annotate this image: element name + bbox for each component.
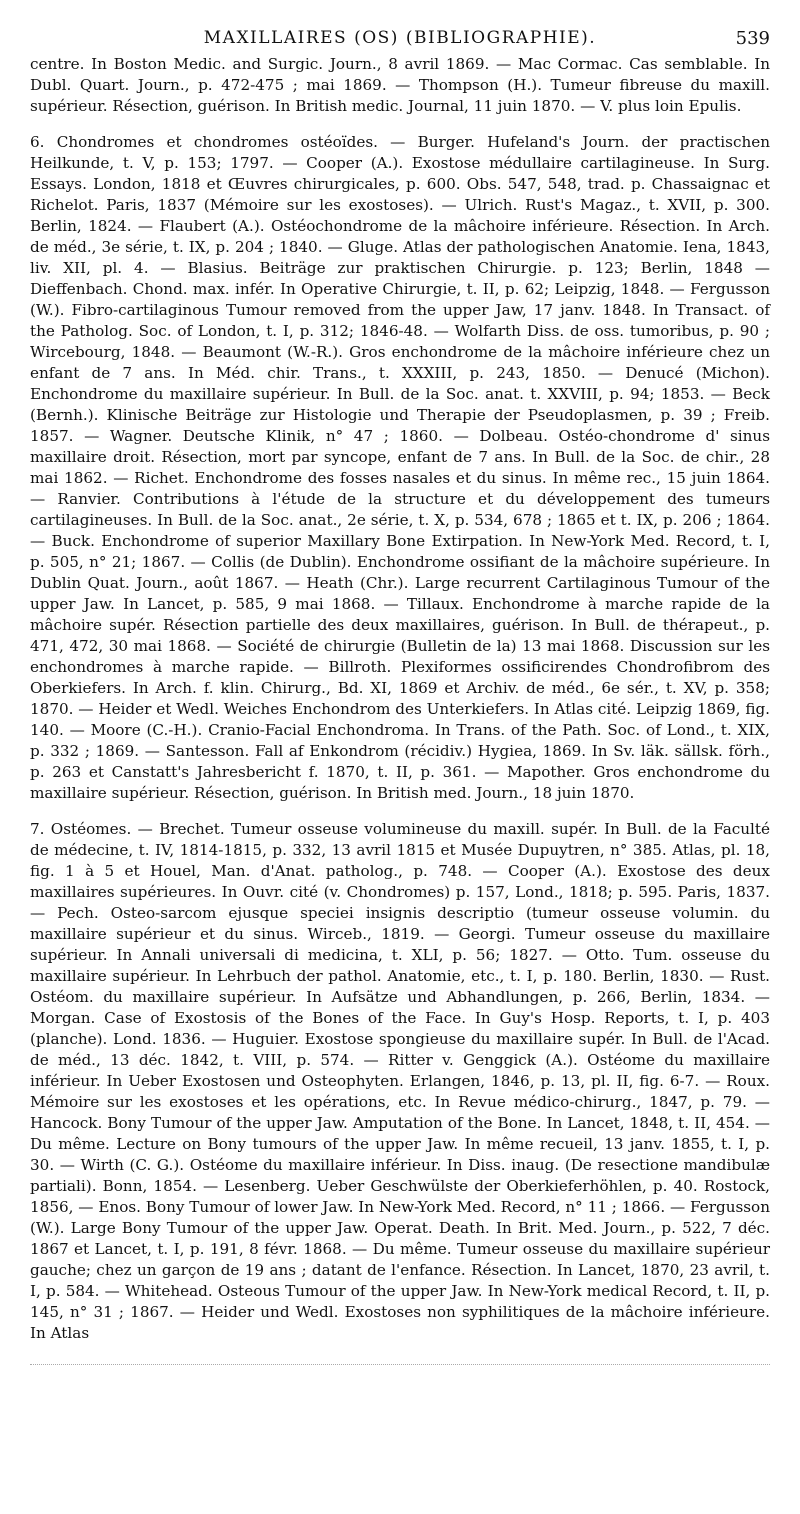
document-page (30, 28, 770, 1365)
bibliography-chondromes (30, 132, 770, 804)
running-title: MAXILLAIRES (OS) (BIBLIOGRAPHIE). (203, 28, 597, 48)
page-header (30, 28, 770, 54)
bibliography-osteomes (30, 819, 770, 1344)
paragraph-osteomes: 7. Ostéomes. — Brechet. Tumeur osseuse volumineuse du maxill. supér. In Bull. de la Faculté de médecine, t. IV, 1814-1815, p. 332, 13 avril 1815 et Musée Dupuytren, n° 385. Atlas, pl. 18, fig. 1 à 5 et Houel, Man. d'Anat. patholog., p. 748. — Cooper (A.). Exostose des deux maxillaires supérieures. In Ouvr. cité (v. Chondromes) p. 157, Lond., 1818; p. 595. Paris, 1837. — Pech. Osteo-sarcom ejusque speciei insignis descriptio (tumeur osseuse volumin. du maxillaire supérieur et du sinus. Wirceb., 1819. — Georgi. Tumeur osseuse du maxillaire supérieur. In Annali universali di medicina, t. XLI, p. 56; 1827. — Otto. Tum. osseuse du maxillaire supérieur. In Lehrbuch der pathol. Anatomie, etc., t. I, p. 180. Berlin, 1830. — Rust. Ostéom. du maxillaire supérieur. In Aufsätze und Abhandlungen, p. 266, Berlin, 1834. — Morgan. Case of Exostosis of the Bones of the Face. In Guy's Hosp. Reports, t. I, p. 403 (planche). Lond. 1836. — Huguier. Exostose spongieuse du maxillaire supér. In Bull. de l'Acad. de méd., 13 déc. 1842, t. VIII, p. 574. — Ritter v. Genggick (A.). Ostéome du maxillaire inférieur. In Ueber Exostosen und Osteophyten. Erlangen, 1846, p. 13, pl. II, fig. 6-7. — Roux. Mémoire sur les exostoses et les opérations, etc. In Revue médico-chirurg., 1847, p. 79. — Hancock. Bony Tumour of the upper Jaw. Amputation of the Bone. In Lancet, 1848, t. II, 454. — Du même. Lecture on Bony tumours of the upper Jaw. In même recueil, 13 janv. 1855, t. I, p. 30. — Wirth (C. G.). Ostéome du maxillaire inférieur. In Diss. inaug. (De resectione mandibulæ partiali). Bonn, 1854. — Lesenberg. Ueber Geschwülste der Oberkieferhöhlen, p. 40. Rostock, 1856, — Enos. Bony Tumour of lower Jaw. In New-York Med. Record, n° 11 ; 1866. — Fergusson (W.). Large Bony Tumour of the upper Jaw. Operat. Death. In Brit. Med. Journ., p. 522, 7 déc. 1867 et Lancet, t. I, p. 191, 8 févr. 1868. — Du même. Tumeur osseuse du maxillaire supérieur gauche; chez un garçon de 19 ans ; datant de l'enfance. Résection. In Lancet, 1870, 23 avril, t. I, p. 584. — Whitehead. Osteous Tumour of the upper Jaw. In New-York medical Record, t. II, p. 145, n° 31 ; 1867. — Heider und Wedl. Exostoses non syphilitiques de la mâchoire inférieure. In Atlas (30, 820, 770, 1342)
paragraph-chondromes: 6. Chondromes et chondromes ostéoïdes. — Burger. Hufeland's Journ. der practischen Heilkunde, t. V, p. 153; 1797. — Cooper (A.). Exostose médullaire cartilagineuse. In Surg. Essays. London, 1818 et Œuvres chirurgicales, p. 600. Obs. 547, 548, trad. p. Chassaignac et Richelot. Paris, 1837 (Mémoire sur les exostoses). — Ulrich. Rust's Magaz., t. XVII, p. 300. Berlin, 1824. — Flaubert (A.). Ostéochondrome de la mâchoire inférieure. Résection. In Arch. de méd., 3e série, t. IX, p. 204 ; 1840. — Gluge. Atlas der pathologischen Anatomie. Iena, 1843, liv. XII, pl. 4. — Blasius. Beiträge zur praktischen Chirurgie. p. 123; Berlin, 1848 — Dieffenbach. Chond. max. infér. In Operative Chirurgie, t. II, p. 62; Leipzig, 1848. — Fergusson (W.). Fibro-cartilaginous Tumour removed from the upper Jaw, 17 janv. 1848. In Transact. of the Patholog. Soc. of London, t. I, p. 312; 1846-48. — Wolfarth Diss. de oss. tumoribus, p. 90 ; Wircebourg, 1848. — Beaumont (W.-R.). Gros enchondrome de la mâchoire inférieure chez un enfant de 7 ans. In Méd. chir. Trans., t. XXXIII, p. 243, 1850. — Denucé (Michon). Enchondrome du maxillaire supérieur. In Bull. de la Soc. anat. t. XXVIII, p. 94; 1853. — Beck (Bernh.). Klinische Beiträge zur Histologie und Therapie der Pseudoplasmen, p. 39 ; Freib. 1857. — Wagner. Deutsche Klinik, n° 47 ; 1860. — Dolbeau. Ostéo-chondrome d' sinus maxillaire droit. Résection, mort par syncope, enfant de 7 ans. In Bull. de la Soc. de chir., 28 mai 1862. — Richet. Enchondrome des fosses nasales et du sinus. In même rec., 15 juin 1864. — Ranvier. Contributions à l'étude de la structure et du développement des tumeurs cartilagineuses. In Bull. de la Soc. anat., 2e série, t. X, p. 534, 678 ; 1865 et t. IX, p. 206 ; 1864. — Buck. Enchondrome of superior Maxillary Bone Extirpation. In New-York Med. Record, t. I, p. 505, n° 21; 1867. — Collis (de Dublin). Enchondrome ossifiant de la mâchoire supérieure. In Dublin Quat. Journ., août 1867. — Heath (Chr.). Large recurrent Cartilaginous Tumour of the upper Jaw. In Lancet, p. 585, 9 mai 1868. — Tillaux. Enchondrome à marche rapide de la mâchoire supér. Résection partielle des deux maxillaires, guérison. In Bull. de thérapeut., p. 471, 472, 30 mai 1868. — Société de chirurgie (Bulletin de la) 13 mai 1868. Discussion sur les enchondromes à marche rapide. — Billroth. Plexiformes ossificirendes Chondrofibrom des Oberkiefers. In Arch. f. klin. Chirurg., Bd. XI, 1869 et Archiv. de méd., 6e sér., t. XV, p. 358; 1870. — Heider et Wedl. Weiches Enchondrom des Unterkiefers. In Atlas cité. Leipzig 1869, fig. 140. — Moore (C.-H.). Cranio-Facial Enchondroma. In Trans. of the Path. Soc. of Lond., t. XIX, p. 332 ; 1869. — Santesson. Fall af Enkondrom (récidiv.) Hygiea, 1869. In Sv. läk. sällsk. förh., p. 263 et Canstatt's Jahresbericht f. 1870, t. II, p. 361. — Mapother. Gros enchondrome du maxillaire supérieur. Résection, guérison. In British med. Journ., 18 juin 1870. (30, 133, 771, 802)
bibliography-continuation (30, 54, 770, 117)
paragraph-continuation: centre. In Boston Medic. and Surgic. Journ., 8 avril 1869. — Mac Cormac. Cas semblable. In Dubl. Quart. Journ., p. 472-475 ; mai 1869. — Thompson (H.). Tumeur fibreuse du maxill. supérieur. Résection, guérison. In British medic. Journal, 11 juin 1870. — V. plus loin Epulis. (30, 55, 770, 115)
page-number: 539 (735, 28, 770, 49)
footer-rule (30, 1364, 770, 1365)
